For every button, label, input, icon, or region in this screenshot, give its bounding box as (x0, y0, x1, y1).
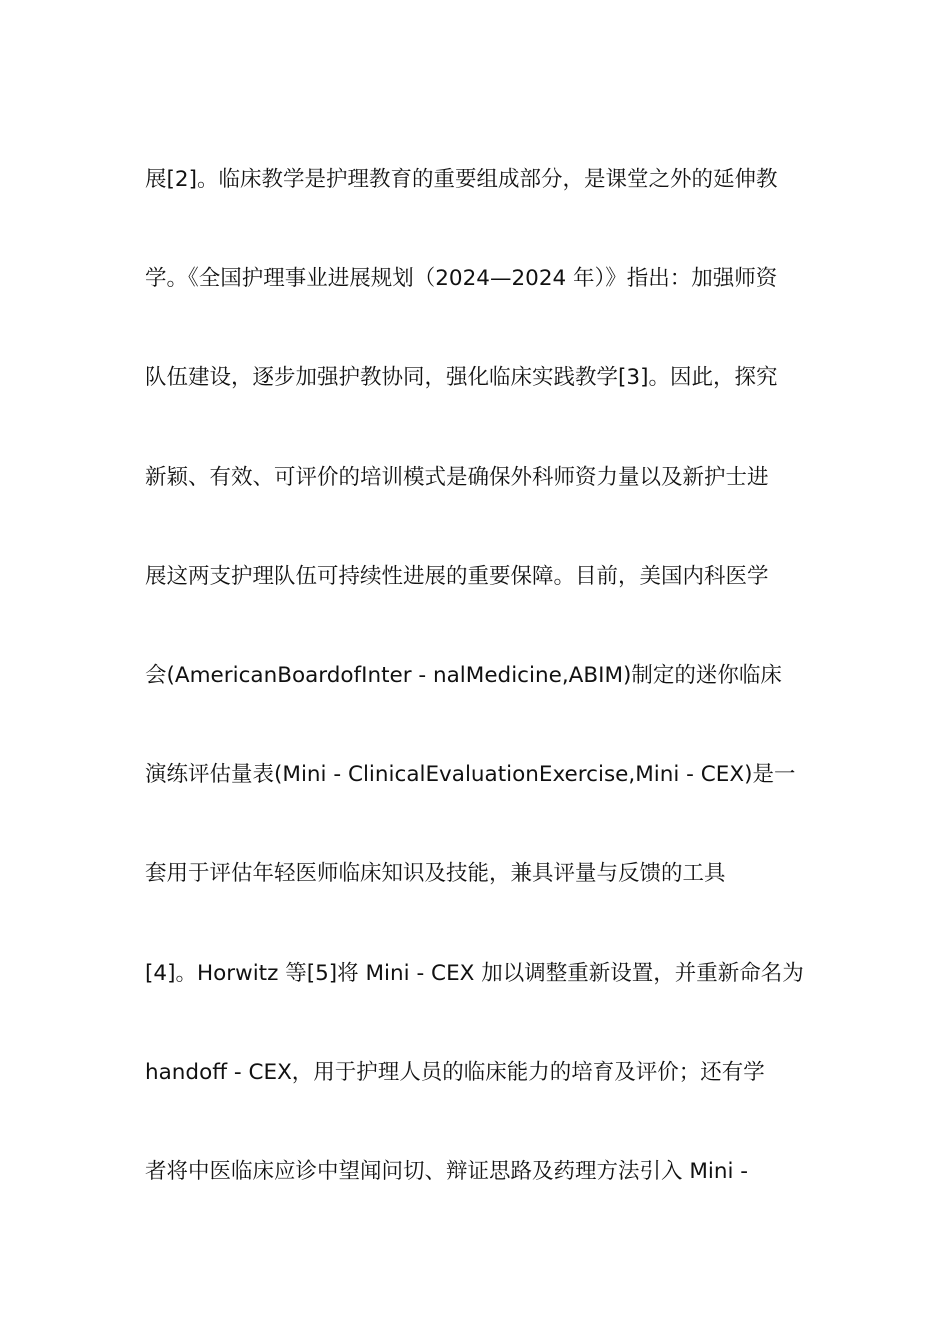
text-line: 演练评估量表(Mini - ClinicalEvaluationExercise,Mini - CEX)是一 (145, 762, 796, 788)
text-line: 队伍建设，逐步加强护教协同，强化临床实践教学[3]。因此，探究 (145, 365, 778, 391)
text-line: 学。《全国护理事业进展规划（2024—2024 年）》指出：加强师资 (145, 266, 778, 292)
text-line: handoff - CEX，用于护理人员的临床能力的培育及评价；还有学 (145, 1059, 765, 1085)
text-line: 展[2]。临床教学是护理教育的重要组成部分，是课堂之外的延伸教 (145, 167, 778, 193)
text-line: 展这两支护理队伍可持续性进展的重要保障。目前，美国内科医学 (145, 563, 769, 589)
body-paragraph (145, 128, 807, 1219)
text-line: [4]。Horwitz 等[5]将 Mini - CEX 加以调整重新设置，并重新命名为 (145, 960, 804, 986)
text-line: 套用于评估年轻医师临床知识及技能，兼具评量与反馈的工具 (145, 861, 726, 887)
text-line: 新颖、有效、可评价的培训模式是确保外科师资力量以及新护士进 (145, 464, 769, 490)
text-line: 会(AmericanBoardofInter - nalMedicine,ABIM)制定的迷你临床 (145, 663, 782, 689)
text-line: 者将中医临床应诊中望闻问切、辩证思路及药理方法引入 Mini - (145, 1158, 749, 1184)
